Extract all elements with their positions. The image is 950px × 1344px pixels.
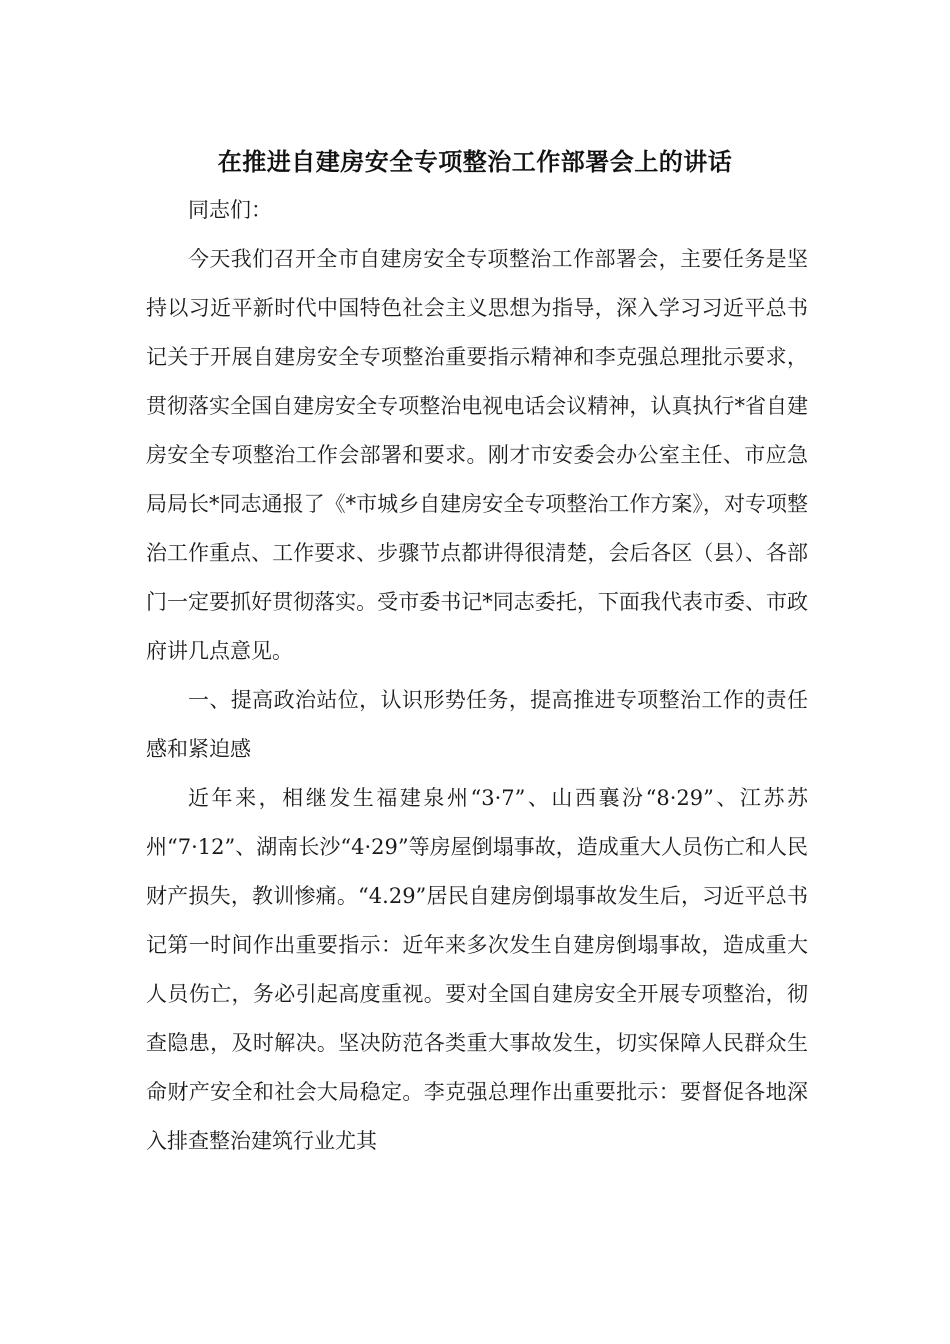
document-body xyxy=(146,186,808,1166)
paragraph-background: 近年来，相继发生福建泉州“3·7”、山西襄汾“8·29”、江苏苏州“7·12”、湖南长沙“4·29”等房屋倒塌事故，造成重大人员伤亡和人民财产损失，教训惨痛。“4.29”居民自建房倒塌事故发生后，习近平总书记第一时间作出重要指示：近年来多次发生自建房倒塌事故，造成重大人员伤亡，务必引起高度重视。要对全国自建房安全开展专项整治，彻查隐患，及时解决。坚决防范各类重大事故发生，切实保障人民群众生命财产安全和社会大局稳定。李克强总理作出重要批示：要督促各地深入排查整治建筑行业尤其 xyxy=(146,786,808,1153)
salutation: 同志们： xyxy=(188,198,272,222)
document-title: 在推进自建房安全专项整治工作部署会上的讲话 xyxy=(217,148,733,176)
paragraph-intro: 今天我们召开全市自建房安全专项整治工作部署会，主要任务是坚持以习近平新时代中国特色社会主义思想为指导，深入学习习近平总书记关于开展自建房安全专项整治重要指示精神和李克强总理批示要求，贯彻落实全国自建房安全专项整治电视电话会议精神，认真执行*省自建房安全专项整治工作会部署和要求。刚才市安委会办公室主任、市应急局局长*同志通报了《*市城乡自建房安全专项整治工作方案》，对专项整治工作重点、工作要求、步骤节点都讲得很清楚，会后各区（县）、各部门一定要抓好贯彻落实。受市委书记*同志委托，下面我代表市委、市政府讲几点意见。 xyxy=(146,247,808,663)
section-heading-1: 一、提高政治站位，认识形势任务，提高推进专项整治工作的责任感和紧迫感 xyxy=(146,688,808,761)
